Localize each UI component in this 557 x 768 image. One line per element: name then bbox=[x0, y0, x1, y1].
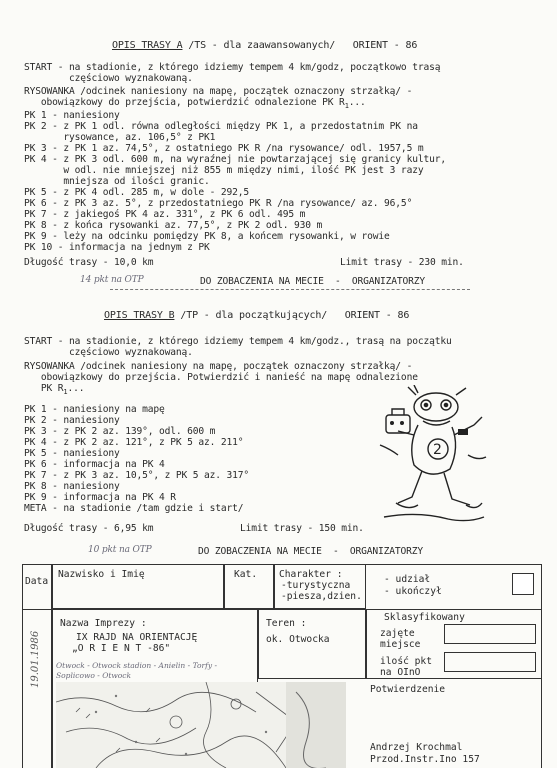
trasa-b-heading bbox=[104, 310, 409, 321]
trasa-b-pk-line: PK 8 - naniesiony bbox=[24, 481, 120, 492]
trasa-b-pk-line: PK 9 - informacja na PK 4 R bbox=[24, 492, 176, 503]
card-udzial-label: - udział bbox=[384, 574, 431, 585]
trasa-b-limit: Limit trasy - 150 min. bbox=[240, 523, 364, 534]
card-signature-title: Przod.Instr.Ino 157 bbox=[370, 754, 480, 765]
trasa-a-pk-line: PK 8 - z końca rysowanki az. 77,5°, z PK 2 odl. 930 m bbox=[24, 220, 323, 231]
trasa-b-rysowanka-3-text: PK R bbox=[24, 383, 64, 394]
card-miejsce-label: miejsce bbox=[380, 639, 421, 650]
card-nazwa-imprezy-label: Nazwa Imprezy : bbox=[60, 618, 147, 629]
card-charakter-mode: -piesza,dzien. bbox=[281, 591, 362, 602]
card-route-handwritten-2: Soplicowo - Otwock bbox=[56, 671, 132, 680]
trasa-a-pk-line: w odl. nie mniejszej niż 855 m między nimi, ilość PK jest 3 razy bbox=[24, 165, 424, 176]
trasa-a-pk-line: PK 4 - z PK 3 odl. 600 m, na wyraźnej nie powtarzającej się granicy kultur, bbox=[24, 154, 446, 165]
trasa-b-rysowanka-1: RYSOWANKA /odcinek naniesiony na mapę, początek oznaczony strzałką/ - bbox=[24, 361, 413, 372]
trasa-b-closing: DO ZOBACZENIA NA MECIE - ORGANIZATORZY bbox=[198, 546, 424, 557]
trasa-a-rysowanka-2-end: ... bbox=[348, 97, 366, 108]
card-route-handwritten-1: Otwock - Otwock stadion - Anielin - Torfy - bbox=[56, 661, 218, 670]
trasa-b-handwritten-points: 10 pkt na OTP bbox=[88, 545, 152, 555]
ilosc-pkt-field[interactable] bbox=[444, 652, 536, 672]
card-nazwisko-label: Nazwisko i Imię bbox=[58, 569, 145, 580]
card-sklasyfikowany-label: Sklasyfikowany bbox=[384, 612, 465, 623]
trasa-b-pk-line: PK 6 - informacja na PK 4 bbox=[24, 459, 165, 470]
trasa-a-start-2: częściowo wyznakowaną. bbox=[24, 73, 193, 84]
card-impreza-name: IX RAJD NA ORIENTACJĘ bbox=[76, 632, 198, 643]
card-signature-name: Andrzej Krochmal bbox=[370, 742, 463, 753]
card-teren-label: Teren : bbox=[266, 618, 307, 629]
trasa-b-dlugosc: Długość trasy - 6,95 km bbox=[24, 523, 154, 534]
trasa-a-closing: DO ZOBACZENIA NA MECIE - ORGANIZATORZY bbox=[200, 276, 426, 287]
trasa-a-heading bbox=[112, 40, 417, 51]
section-divider bbox=[110, 289, 470, 290]
trasa-b-pk-line: PK 5 - naniesiony bbox=[24, 448, 120, 459]
trasa-a-rysowanka-1: RYSOWANKA /odcinek naniesiony na mapę, początek oznaczony strzałką/ - bbox=[24, 86, 413, 97]
trasa-a-pk-line: PK 9 - leży na odcinku pomiędzy PK 8, a końcem rysowanki, w rowie bbox=[24, 231, 390, 242]
trasa-a-pk-line: mniejsza od ilości granic. bbox=[24, 176, 210, 187]
trasa-b-title: OPIS TRASY B bbox=[104, 310, 175, 321]
udzial-checkbox[interactable] bbox=[512, 573, 534, 595]
card-potwierdzenie-label: Potwierdzenie bbox=[370, 684, 446, 695]
card-olno-label: na OInO bbox=[380, 667, 421, 678]
trasa-b-pk-line: META - na stadionie /tam gdzie i start/ bbox=[24, 503, 244, 514]
trasa-a-pk-line: PK 2 - z PK 1 odl. równa odległości między PK 1, a przedostatnim PK na bbox=[24, 121, 418, 132]
card-charakter-label: Charakter : bbox=[279, 569, 343, 580]
trasa-a-handwritten-points: 14 pkt na OTP bbox=[80, 275, 144, 285]
trasa-a-pk-line: rysowance, az. 106,5° z PK1 bbox=[24, 132, 216, 143]
trasa-b-rysowanka-3 bbox=[24, 383, 84, 398]
trasa-b-rysowanka-3-end: ... bbox=[67, 383, 85, 394]
trasa-a-title: OPIS TRASY A bbox=[112, 40, 183, 51]
card-teren-value: ok. Otwocka bbox=[266, 634, 330, 645]
trasa-a-start-1: START - na stadionie, z którego idziemy tempem 4 km/godz, początkowo trasą bbox=[24, 62, 441, 73]
trasa-b-pk-line: PK 1 - naniesiony na mapę bbox=[24, 404, 165, 415]
trasa-b-start-1: START - na stadionie, z którego idziemy tempem 4 km/godz., trasą na początku bbox=[24, 336, 452, 347]
trasa-a-rysowanka-2-sub: 1 bbox=[344, 101, 349, 110]
zajete-miejsce-field[interactable] bbox=[444, 624, 536, 644]
trasa-b-pk-line: PK 3 - z PK 2 az. 139°, odl. 600 m bbox=[24, 426, 216, 437]
card-impreza-subname: „O R I E N T -86" bbox=[72, 643, 171, 654]
trasa-b-pk-line: PK 2 - naniesiony bbox=[24, 415, 120, 426]
trasa-a-limit: Limit trasy - 230 min. bbox=[340, 257, 464, 268]
trasa-a-pk-line: PK 3 - z PK 1 az. 74,5°, z ostatniego PK R /na rysowance/ odl. 1957,5 m bbox=[24, 143, 424, 154]
card-zajete-label: zajęte bbox=[380, 628, 415, 639]
card-charakter-type: -turystyczna bbox=[281, 580, 351, 591]
trasa-a-pk-line: PK 10 - informacja na jednym z PK bbox=[24, 242, 210, 253]
trasa-a-dlugosc: Długość trasy - 10,0 km bbox=[24, 257, 154, 268]
card-kat-label: Kat. bbox=[234, 569, 258, 580]
trasa-b-pk-line: PK 4 - z PK 2 az. 121°, z PK 5 az. 211° bbox=[24, 437, 244, 448]
trasa-b-rysowanka-3-sub: 1 bbox=[63, 387, 68, 396]
card-ukonczyl-label: - ukończył bbox=[384, 586, 442, 597]
trasa-a-rysowanka-2-text: obowiązkowy do przejścia, potwierdzić odnalezione PK R bbox=[24, 97, 345, 108]
trasa-a-pk-line: PK 1 - naniesiony bbox=[24, 110, 120, 121]
trasa-a-pk-line: PK 7 - z jakiegoś PK 4 az. 331°, z PK 6 odl. 495 m bbox=[24, 209, 306, 220]
trasa-a-pk-line: PK 5 - z PK 4 odl. 285 m, w dole - 292,5 bbox=[24, 187, 250, 198]
trasa-b-start-2: częściowo wyznakowaną. bbox=[24, 347, 193, 358]
orienteer-cartoon-illustration bbox=[378, 385, 488, 525]
card-data-label: Data bbox=[25, 576, 49, 587]
trasa-a-pk-line: PK 6 - z PK 3 az. 5°, z przedostatniego PK R /na rysowance/ az. 96,5° bbox=[24, 198, 413, 209]
card-ilosc-label: ilość pkt bbox=[380, 656, 432, 667]
trasa-b-subtitle: /TP - dla początkujących/ ORIENT - 86 bbox=[174, 310, 410, 321]
map-fragment bbox=[56, 682, 346, 768]
trasa-b-pk-line: PK 7 - z PK 3 az. 10,5°, z PK 5 az. 317° bbox=[24, 470, 250, 481]
svg-text:2: 2 bbox=[433, 442, 442, 458]
trasa-b-rysowanka-2: obowiązkowy do przejścia. Potwierdzić i nanieść na mapę odnalezione bbox=[24, 372, 418, 383]
card-date-handwritten: 19.01.1986 bbox=[30, 630, 41, 688]
trasa-a-subtitle: /TS - dla zaawansowanych/ ORIENT - 86 bbox=[182, 40, 418, 51]
